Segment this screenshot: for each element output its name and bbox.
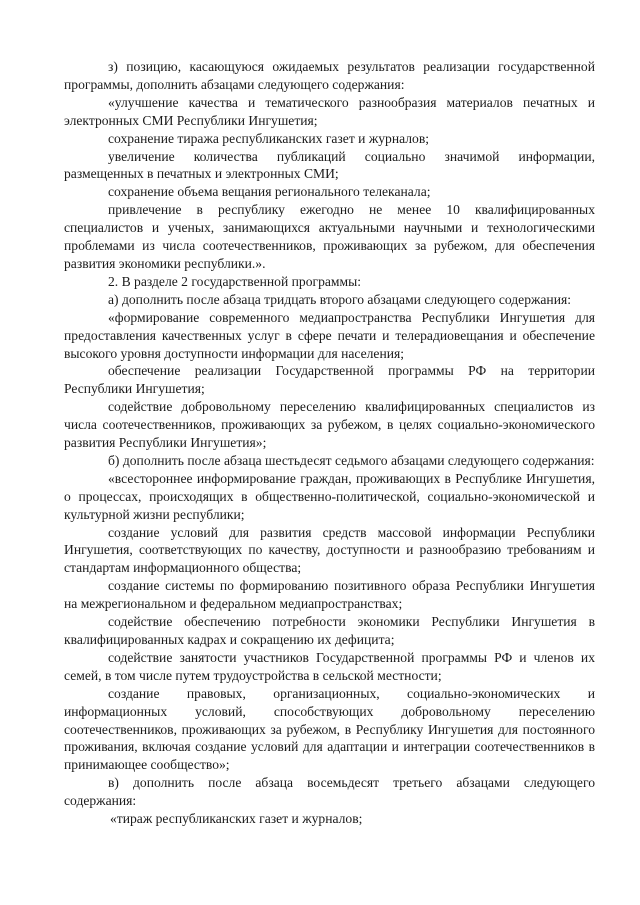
- paragraph-media-space: «формирование современного медиапространства Республики Ингушетия для предоставления качественных услуг в сфере печати и телерадиовещания и обеспечение высокого уровня доступности информации для населения;: [64, 309, 595, 361]
- paragraph-resettlement: содействие добровольному переселению квалифицированных специалистов из числа соотечественников, проживающих за рубежом, в целях социально-экономического развития Республики Ингушетия»;: [64, 399, 595, 451]
- paragraph-item-z: з) позицию, касающуюся ожидаемых результатов реализации государственной программы, дополнить абзацами следующего содержания:: [64, 59, 595, 92]
- paragraph-employment: содействие занятости участников Государственной программы РФ и членов их семей, в том числе путем трудоустройства в сельской местности;: [64, 649, 595, 683]
- paragraph-section-2: 2. В разделе 2 государственной программы:: [108, 273, 362, 289]
- paragraph-item-v: в) дополнить после абзаца восемьдесят третьего абзацами следующего содержания:: [64, 775, 595, 809]
- paragraph-broadcasting: сохранение объема вещания регионального телеканала;: [108, 184, 431, 200]
- paragraph-positive-image: создание системы по формированию позитивного образа Республики Ингушетия на межрегиональном и федеральном медиапространствах;: [64, 578, 595, 612]
- paragraph-conditions: создание правовых, организационных, социально-экономических и информационных условий, способствующих добровольному переселению соотечественников, проживающих за рубежом, в Республику Ингушетия для постоянного проживания, включая создание условий для адаптации и интеграции соотечественников в принимающее сообщество»;: [64, 685, 595, 773]
- paragraph-item-b: б) дополнить после абзаца шестьдесят седьмого абзацами следующего содержания:: [108, 452, 595, 468]
- paragraph-specialists: привлечение в республику ежегодно не менее 10 квалифицированных специалистов и ученых, занимающихся актуальными научными и технологическими проблемами из числа соотечественников, проживающих за рубежом, для обеспечения развития экономики республики.».: [64, 202, 595, 271]
- paragraph-informing: «всестороннее информирование граждан, проживающих в Республике Ингушетия, о процессах, происходящих в общественно-политической, социально-экономической и культурной жизни республики;: [64, 470, 595, 522]
- paragraph-circulation: сохранение тиража республиканских газет и журналов;: [108, 130, 430, 146]
- paragraph-circulation-indicator: «тираж республиканских газет и журналов;: [110, 811, 363, 827]
- paragraph-media-conditions: создание условий для развития средств массовой информации Республики Ингушетия, соответствующих по качеству, доступности и разнообразию требованиям и стандартам информационного общества;: [64, 524, 595, 576]
- paragraph-publications: увеличение количества публикаций социально значимой информации, размещенных в печатных и электронных СМИ;: [64, 148, 595, 182]
- paragraph-personnel: содействие обеспечению потребности экономики Республики Ингушетия в квалифицированных кадрах и сокращению их дефицита;: [64, 614, 595, 647]
- paragraph-item-a: а) дополнить после абзаца тридцать второго абзацами следующего содержания:: [108, 291, 572, 307]
- document-body: [64, 58, 595, 828]
- paragraph-quality-improvement: «улучшение качества и тематического разнообразия материалов печатных и электронных СМИ Республики Ингушетия;: [64, 94, 595, 128]
- paragraph-program-implementation: обеспечение реализации Государственной программы РФ на территории Республики Ингушетия;: [64, 363, 595, 397]
